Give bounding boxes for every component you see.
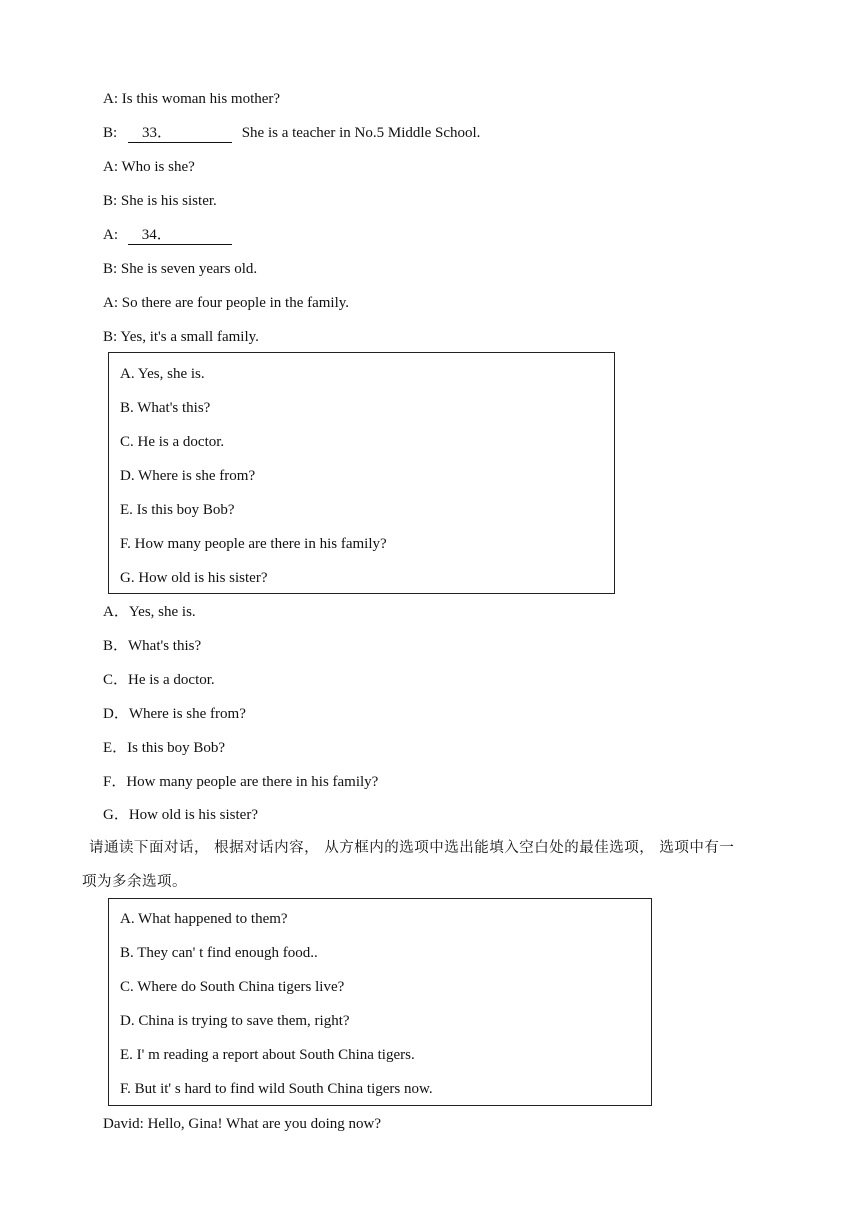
options-box [108,898,652,1106]
speaker-label: A: [103,227,118,243]
box-option: D. Where is she from? [120,468,256,484]
instructions-line-2: 项为多余选项。 [82,874,187,890]
blank-33: 33． [128,124,232,143]
answer-option: B．What's this? [103,638,202,654]
answer-option: C．He is a doctor. [103,672,215,688]
box-option: B. What's this? [120,400,211,416]
box-option: A. Yes, she is. [120,366,205,382]
speaker-label: B: [103,125,118,141]
box-option: G. How old is his sister? [120,570,268,586]
box-option: C. Where do South China tigers live? [120,979,345,995]
box-option: C. He is a doctor. [120,434,225,450]
box-option: B. They can' t find enough food.. [120,945,318,961]
dialogue-line: B: She is his sister. [103,193,217,209]
answer-option: E．Is this boy Bob? [103,740,226,756]
blank-34: 34． [128,226,232,245]
box-option: E. I' m reading a report about South China tigers. [120,1047,415,1063]
answer-option: F．How many people are there in his family? [103,774,379,790]
instructions-line-1: 请通读下面对话， 根据对话内容， 从方框内的选项中选出能填入空白处的最佳选项， 选项中有一 [89,840,735,856]
dialogue-line-with-blank [103,225,232,245]
box-option: D. China is trying to save them, right? [120,1013,350,1029]
box-option: A. What happened to them? [120,911,288,927]
answer-option: G．How old is his sister? [103,807,258,823]
dialogue-line: B: Yes, it's a small family. [103,329,259,345]
box-option: F. But it' s hard to find wild South China tigers now. [120,1081,433,1097]
options-box [108,352,615,594]
dialogue-text: She is a teacher in No.5 Middle School. [241,125,481,141]
dialogue-line: A: Is this woman his mother? [103,91,281,107]
dialogue-line: A: So there are four people in the family. [103,295,350,311]
box-option: F. How many people are there in his family? [120,536,387,552]
answer-option: D．Where is she from? [103,706,246,722]
dialogue-line: B: She is seven years old. [103,261,258,277]
dialogue-line: David: Hello, Gina! What are you doing now? [103,1116,381,1132]
dialogue-line-with-blank [103,123,480,143]
answer-option: A．Yes, she is. [103,604,196,620]
dialogue-line: A: Who is she? [103,159,195,175]
box-option: E. Is this boy Bob? [120,502,235,518]
